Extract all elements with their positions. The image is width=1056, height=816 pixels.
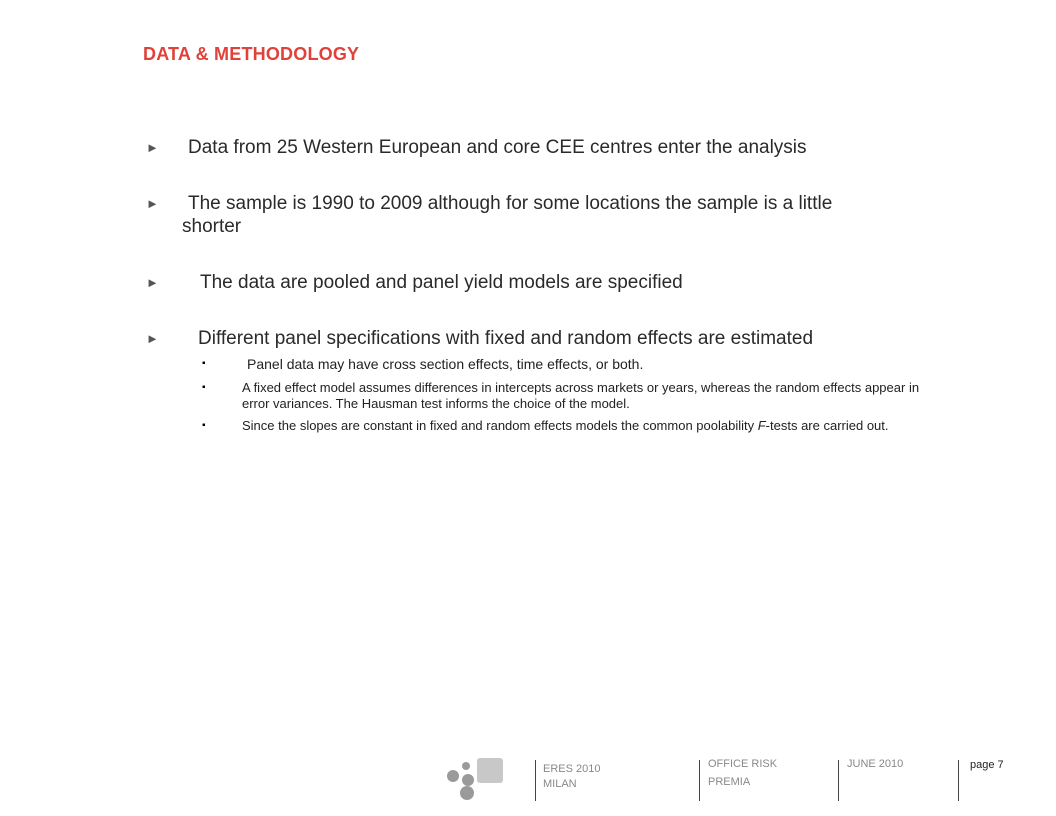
bullet-item (146, 136, 946, 159)
sub-bullet-item (202, 380, 932, 412)
bullet-text: Data from 25 Western European and core CEE centres enter the analysis (188, 137, 807, 158)
bullet-item (146, 271, 946, 294)
arrow-bullet-icon: ► (146, 275, 159, 290)
company-logo-icon (444, 756, 504, 802)
bullet-text-continued: shorter (182, 216, 242, 237)
square-bullet-icon: ▪ (202, 382, 206, 393)
footer-date: JUNE 2010 (847, 758, 904, 770)
footer-divider (838, 760, 839, 801)
page-title: DATA & METHODOLOGY (143, 44, 360, 64)
bullet-text: Different panel specifications with fixed and random effects are estimated (198, 328, 814, 349)
page-number: page 7 (970, 759, 1004, 771)
sub-bullet-item (202, 418, 932, 434)
sub-bullet-item (202, 356, 932, 372)
arrow-bullet-icon: ► (146, 140, 159, 155)
sub-bullet-text: Panel data may have cross section effects, time effects, or both. (247, 356, 644, 372)
sub-bullet-text: Since the slopes are constant in fixed and random effects models the common poolability F-tests are carried out. (242, 418, 889, 433)
arrow-bullet-icon: ► (146, 331, 159, 346)
bullet-item (146, 192, 946, 238)
footer-topic: OFFICE RISK PREMIA (708, 758, 778, 788)
bullet-text: The sample is 1990 to 2009 although for some locations the sample is a little (188, 193, 833, 214)
sub-bullet-text: A fixed effect model assumes differences in intercepts across markets or years, whereas the random effects appear in error variances. The Hausman test informs the choice of the model. (242, 380, 920, 411)
footer-divider (958, 760, 959, 801)
square-bullet-icon: ▪ (202, 420, 206, 431)
bullet-text: The data are pooled and panel yield models are specified (200, 272, 683, 293)
bullet-item (146, 327, 946, 350)
footer-divider (699, 760, 700, 801)
footer-divider (535, 760, 536, 801)
arrow-bullet-icon: ► (146, 196, 159, 211)
footer-event: ERES 2010 MILAN (543, 763, 601, 790)
square-bullet-icon: ▪ (202, 358, 206, 369)
